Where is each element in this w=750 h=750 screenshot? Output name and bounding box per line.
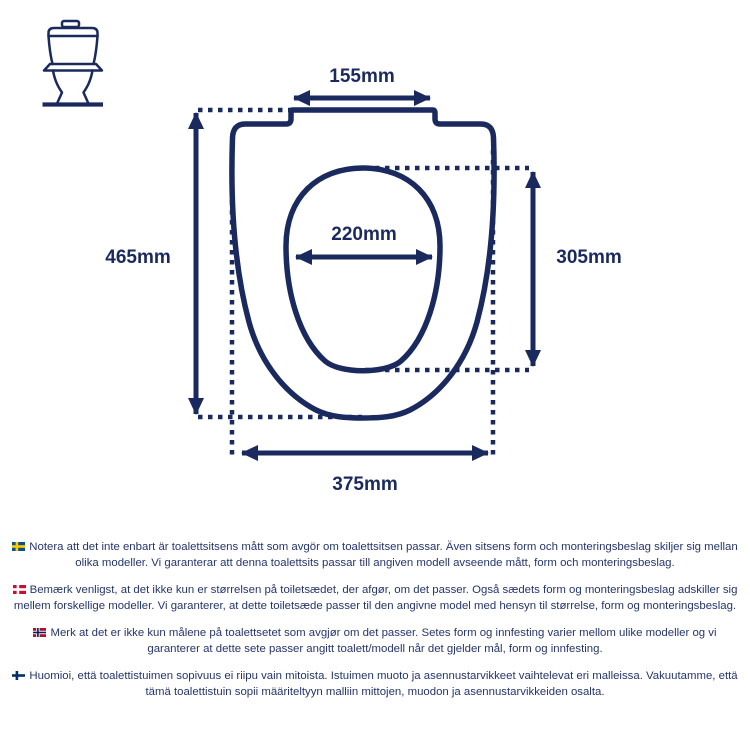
label-outer-length: 465mm <box>105 247 171 268</box>
seat-inner-opening <box>286 168 440 371</box>
note-text: Bemærk venligst, at det ikke kun er størrelsen på toiletsædet, der afgør, om det passer. Også sædets form og monteringsbeslag adskiller sig mellem forskellige modeller. Vi garanterer, at dette toiletsæde passer til den angivne model med hensyn til størrelse, form og monteringsbeslag. <box>13 584 738 612</box>
note-text: Notera att det inte enbart är toalettsitsens mått som avgör om toalettsitsen passar. Även sitsens form och monteringsbeslag skiljer sig mellan olika modeller. Vi garanterar att denna toalettsits passar till angiven modell avseende mått, form och monteringsbeslag. <box>29 541 738 569</box>
dotted-guides <box>198 110 529 456</box>
note-finnish <box>12 669 738 700</box>
finland-flag-icon <box>12 671 25 680</box>
label-hinge-width: 155mm <box>329 66 395 87</box>
note-norwegian <box>12 626 738 657</box>
denmark-flag-icon <box>13 585 26 594</box>
sweden-flag-icon <box>12 542 25 551</box>
label-inner-length: 305mm <box>556 247 622 268</box>
note-swedish <box>12 540 738 571</box>
norway-flag-icon <box>33 628 46 637</box>
note-danish <box>12 583 738 614</box>
note-text: Huomioi, että toalettistuimen sopivuus ei riipu vain mitoista. Istuimen muoto ja asennustarvikkeet vaihtelevat eri malleissa. Vakuutamme, että tämä toalettistuin sopii määriteltyyn malliin mittojen, muodon ja asennustarvikkeiden osalta. <box>29 670 738 698</box>
label-outer-width: 375mm <box>332 474 398 495</box>
label-inner-width: 220mm <box>331 224 397 245</box>
fit-notes <box>0 540 750 712</box>
note-text: Merk at det er ikke kun målene på toalettsetet som avgjør om det passer. Setes form og innfesting varier mellom ulike modeller og vi garanterer at dette sete passer angitt toalett/modell når det gjelder mål, form og innfesting. <box>50 627 717 655</box>
